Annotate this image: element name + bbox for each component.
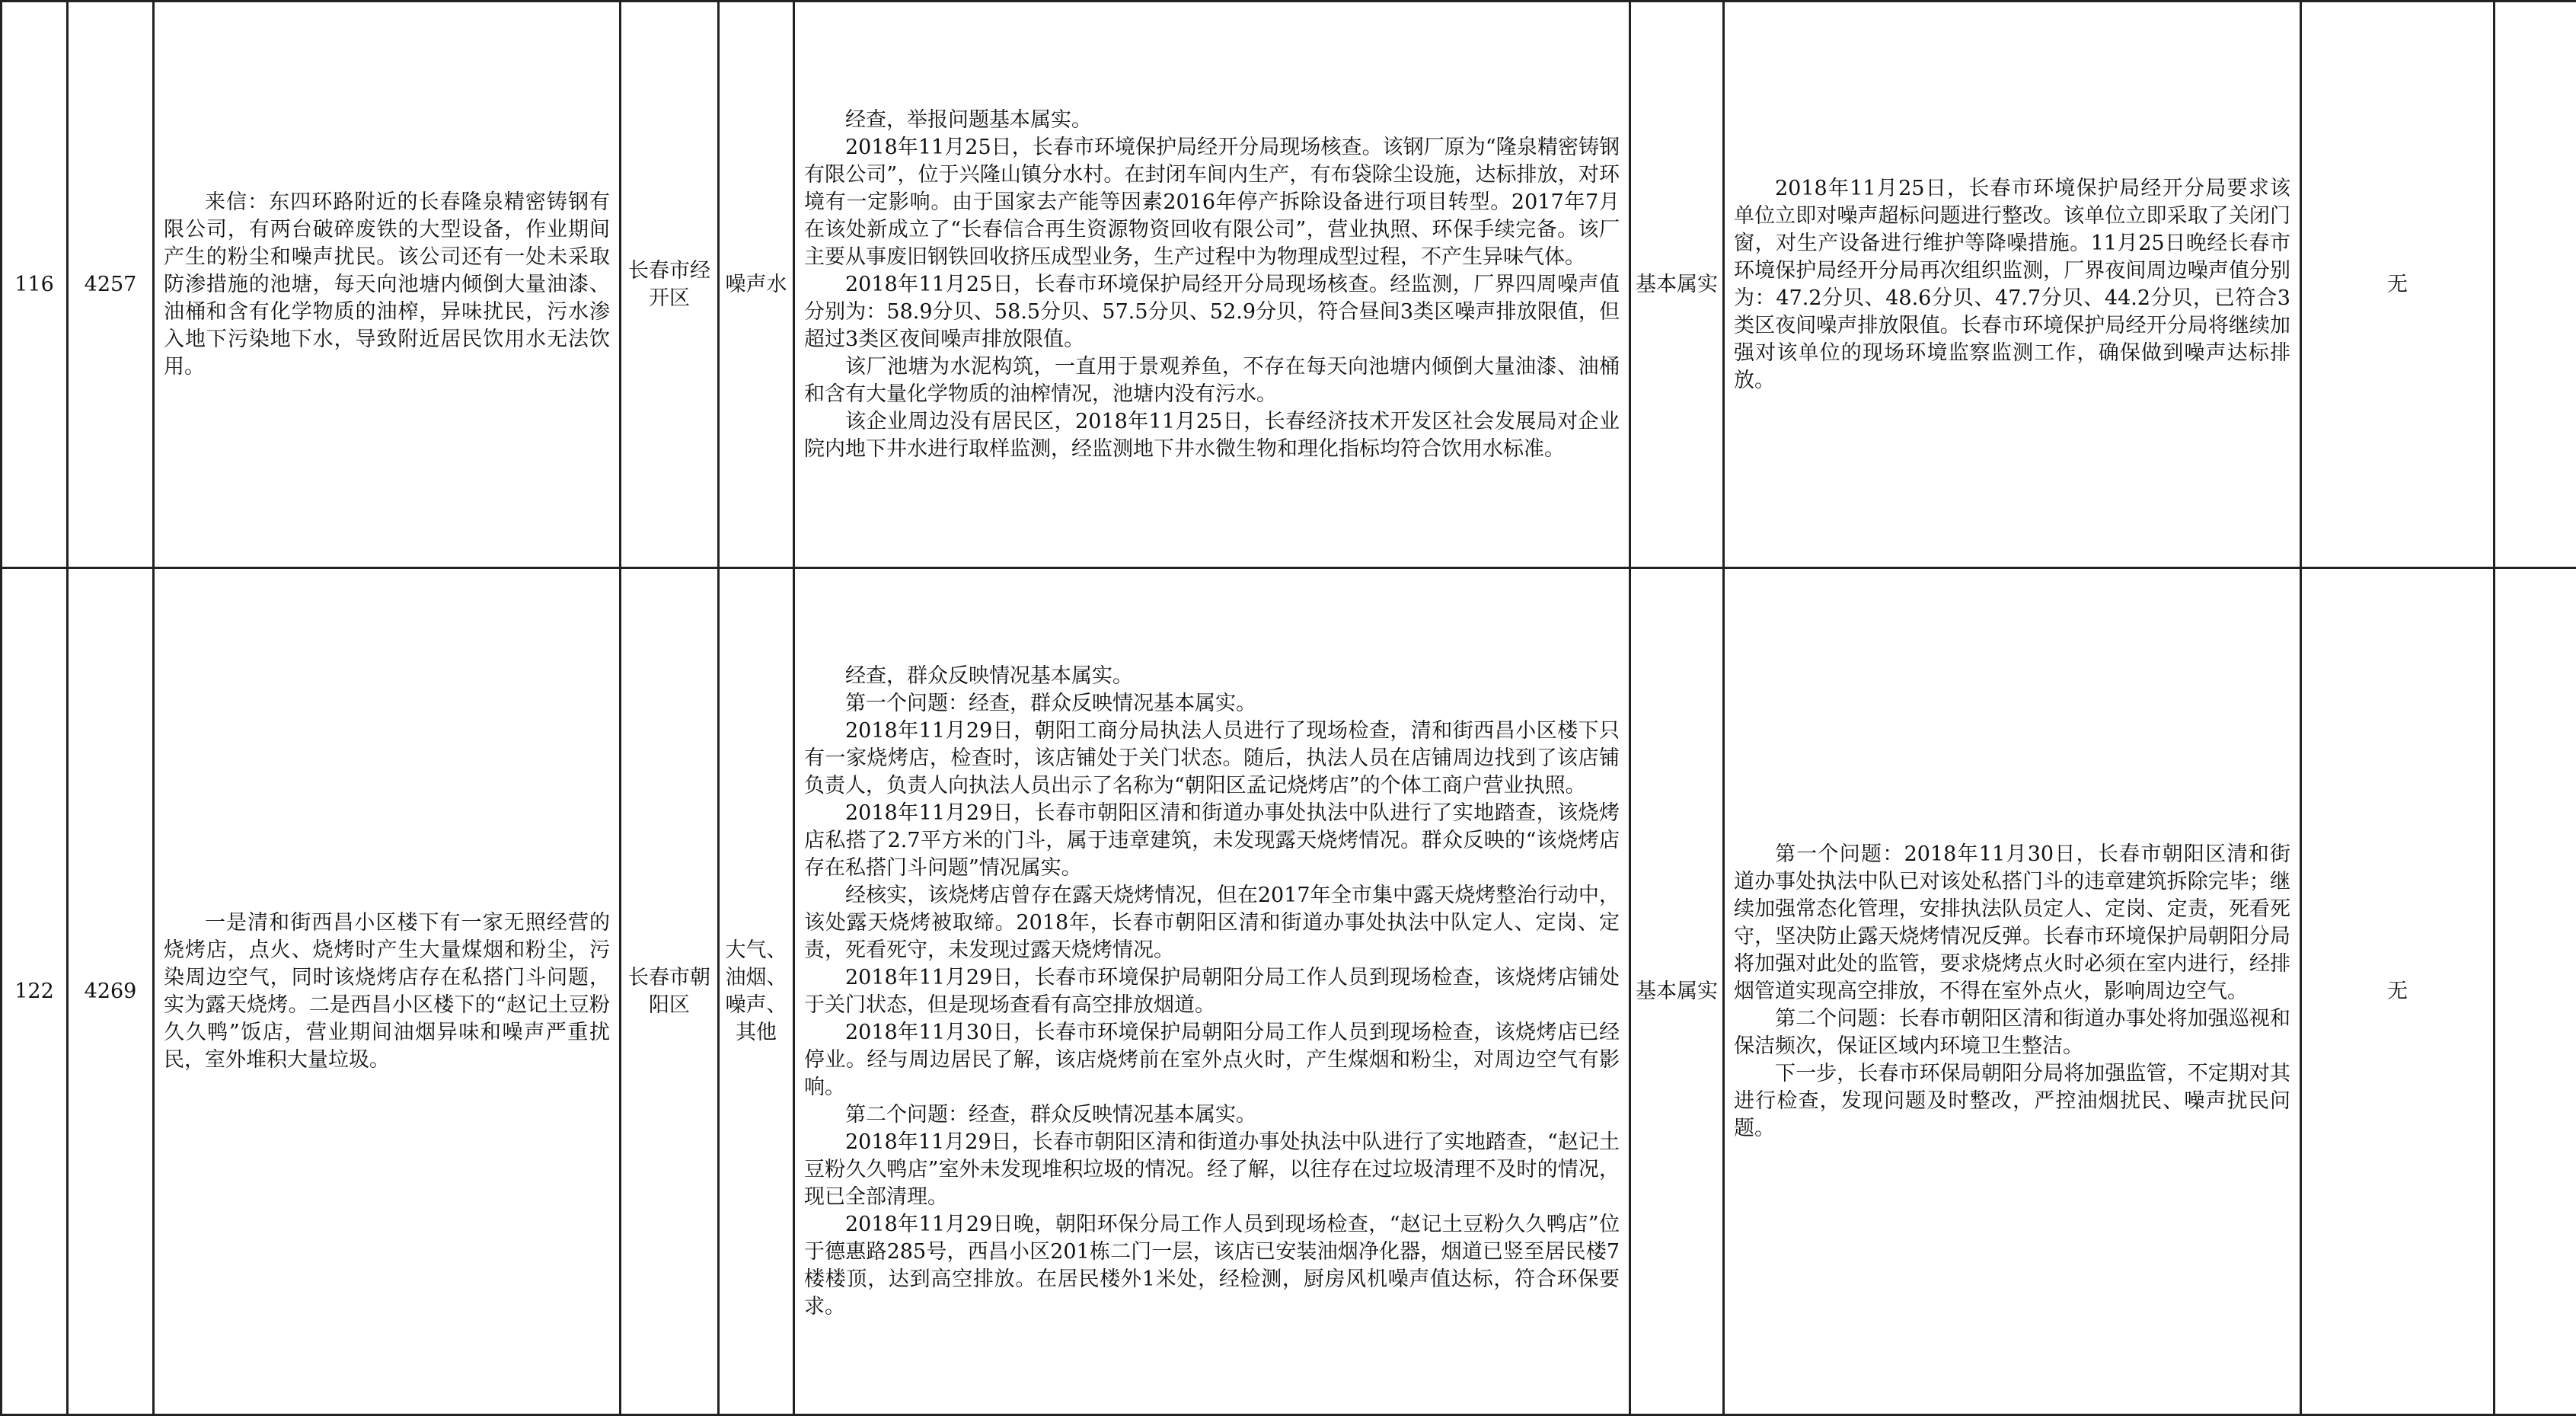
- rectification-paragraphs: [1734, 841, 2290, 1143]
- rectification-cell: [1724, 568, 2301, 1415]
- case-number-cell: [68, 568, 154, 1415]
- investigation-paragraphs: [804, 107, 1620, 463]
- investigation-paragraph: 经查，举报问题基本属实。: [804, 107, 1620, 134]
- pollution-type-text: 噪声水: [720, 271, 792, 299]
- accountability-cell: [2301, 2, 2495, 568]
- case-number: 4269: [85, 980, 137, 1003]
- investigation-paragraph: 该企业周边没有居民区，2018年11月25日，长春经济技术开发区社会发展局对企业院内地下井水进行取样监测，经监测地下井水微生物和理化指标均符合饮用水标准。: [804, 408, 1620, 463]
- investigation-cell: [794, 568, 1630, 1415]
- table-row: [2, 568, 2576, 1415]
- district-cell: [621, 568, 719, 1415]
- verdict-cell: [1630, 2, 1724, 568]
- accountability-text: 无: [2387, 273, 2408, 296]
- rectification-paragraphs: [1734, 175, 2290, 395]
- investigation-paragraph: 该厂池塘为水泥构筑，一直用于景观养鱼，不存在每天向池塘内倾倒大量油漆、油桶和含有大量化学物质的油榨情况，池塘内没有污水。: [804, 353, 1620, 408]
- complaint-cell: [154, 568, 621, 1415]
- complaint-cell: [154, 2, 621, 568]
- complaint-paragraph: 一是清和街西昌小区楼下有一家无照经营的烧烤店，点火、烧烤时产生大量煤烟和粉尘，污染周边空气，同时该烧烤店存在私搭门斗问题，实为露天烧烤。二是西昌小区楼下的“赵记土豆粉久久鸭”饭店，营业期间油烟异味和噪声严重扰民，室外堆积大量垃圾。: [164, 909, 610, 1074]
- investigation-paragraph: 第一个问题：经查，群众反映情况基本属实。: [804, 690, 1620, 718]
- pollution-type-cell: [719, 568, 794, 1415]
- rectification-paragraph: 2018年11月25日，长春市环境保护局经开分局要求该单位立即对噪声超标问题进行整改。该单位立即采取了关闭门窗，对生产设备进行维护等降噪措施。11月25日晚经长春市环境保护局经开分局再次组织监测，厂界夜间周边噪声值分别为：47.2分贝、48.6分贝、47.7分贝、44.2分贝，已符合3类区夜间噪声排放限值。长春市环境保护局经开分局将继续加强对该单位的现场环境监察监测工作，确保做到噪声达标排放。: [1734, 175, 2290, 395]
- verdict-text: 基本属实: [1632, 271, 1722, 299]
- investigation-cell: [794, 2, 1630, 568]
- investigation-paragraph: 经查，群众反映情况基本属实。: [804, 663, 1620, 690]
- complaint-paragraph: 来信：东四环路附近的长春隆泉精密铸钢有限公司，有两台破碎废铁的大型设备，作业期间产生的粉尘和噪声扰民。该公司还有一处未采取防渗措施的池塘，每天向池塘内倾倒大量油漆、油桶和含有化学物质的油榨，异味扰民，污水渗入地下污染地下水，导致附近居民饮用水无法饮用。: [164, 189, 610, 381]
- investigation-paragraph: 第二个问题：经查，群众反映情况基本属实。: [804, 1101, 1620, 1129]
- investigation-paragraph: 2018年11月29日，长春市环境保护局朝阳分局工作人员到现场检查，该烧烤店铺处于关门状态，但是现场查看有高空排放烟道。: [804, 964, 1620, 1019]
- district-cell: [621, 2, 719, 568]
- seq-number: 122: [14, 980, 54, 1003]
- verdict-cell: [1630, 568, 1724, 1415]
- rectification-paragraph: 第二个问题：长春市朝阳区清和街道办事处将加强巡视和保洁频次，保证区域内环境卫生整洁。: [1734, 1005, 2290, 1060]
- extra-cell: [2495, 2, 2576, 568]
- case-number-cell: [68, 2, 154, 568]
- extra-cell: [2495, 568, 2576, 1415]
- rectification-paragraph: 下一步，长春市环保局朝阳分局将加强监管，不定期对其进行检查，发现问题及时整改，严控油烟扰民、噪声扰民问题。: [1734, 1060, 2290, 1143]
- seq-cell: [2, 568, 68, 1415]
- investigation-paragraph: 2018年11月29日，长春市朝阳区清和街道办事处执法中队进行了实地踏查，该烧烤店私搭了2.7平方米的门斗，属于违章建筑，未发现露天烧烤情况。群众反映的“该烧烤店存在私搭门斗问题”情况属实。: [804, 800, 1620, 882]
- investigation-paragraph: 经核实，该烧烤店曾存在露天烧烤情况，但在2017年全市集中露天烧烤整治行动中，该处露天烧烤被取缔。2018年，长春市朝阳区清和街道办事处执法中队定人、定岗、定责，死看死守，未发现过露天烧烤情况。: [804, 882, 1620, 964]
- seq-cell: [2, 2, 68, 568]
- investigation-paragraph: 2018年11月30日，长春市环境保护局朝阳分局工作人员到现场检查，该烧烤店已经停业。经与周边居民了解，该店烧烤前在室外点火时，产生煤烟和粉尘，对周边空气有影响。: [804, 1019, 1620, 1101]
- district-text: 长春市朝阳区: [622, 964, 717, 1019]
- investigation-paragraph: 2018年11月29日，朝阳工商分局执法人员进行了现场检查，清和街西昌小区楼下只有一家烧烤店，检查时，该店铺处于关门状态。随后，执法人员在店铺周边找到了该店铺负责人，负责人向执法人员出示了名称为“朝阳区孟记烧烤店”的个体工商户营业执照。: [804, 718, 1620, 800]
- accountability-cell: [2301, 568, 2495, 1415]
- rectification-cell: [1724, 2, 2301, 568]
- seq-number: 116: [14, 273, 54, 296]
- pollution-type-cell: [719, 2, 794, 568]
- district-text: 长春市经开区: [622, 257, 717, 312]
- investigation-paragraphs: [804, 663, 1620, 1321]
- accountability-text: 无: [2387, 980, 2408, 1003]
- pollution-type-text: 大气、油烟、噪声、其他: [720, 937, 792, 1047]
- investigation-paragraph: 2018年11月25日，长春市环境保护局经开分局现场核查。该钢厂原为“隆泉精密铸钢有限公司”，位于兴隆山镇分水村。在封闭车间内生产，有布袋除尘设施，达标排放，对环境有一定影响。由于国家去产能等因素2016年停产拆除设备进行项目转型。2017年7月在该处新成立了“长春信合再生资源物资回收有限公司”，营业执照、环保手续完备。该厂主要从事废旧钢铁回收挤压成型业务，生产过程中为物理成型过程，不产生异味气体。: [804, 134, 1620, 271]
- investigation-paragraph: 2018年11月25日，长春市环境保护局经开分局现场核查。经监测，厂界四周噪声值分别为：58.9分贝、58.5分贝、57.5分贝、52.9分贝，符合昼间3类区噪声排放限值，但超过3类区夜间噪声排放限值。: [804, 271, 1620, 353]
- investigation-paragraph: 2018年11月29日，长春市朝阳区清和街道办事处执法中队进行了实地踏查，“赵记土豆粉久久鸭店”室外未发现堆积垃圾的情况。经了解，以往存在过垃圾清理不及时的情况，现已全部清理。: [804, 1129, 1620, 1211]
- case-number: 4257: [85, 273, 137, 296]
- table-row: [2, 2, 2576, 568]
- verdict-text: 基本属实: [1632, 978, 1722, 1005]
- investigation-paragraph: 2018年11月29日晚，朝阳环保分局工作人员到现场检查，“赵记土豆粉久久鸭店”位于德惠路285号，西昌小区201栋二门一层，该店已安装油烟净化器，烟道已竖至居民楼7楼楼顶，达到高空排放。在居民楼外1米处，经检测，厨房风机噪声值达标，符合环保要求。: [804, 1211, 1620, 1321]
- rectification-paragraph: 第一个问题：2018年11月30日，长春市朝阳区清和街道办事处执法中队已对该处私搭门斗的违章建筑拆除完毕；继续加强常态化管理，安排执法队员定人、定岗、定责，死看死守，坚决防止露天烧烤情况反弹。长春市环境保护局朝阳分局将加强对此处的监管，要求烧烤点火时必须在室内进行，经排烟管道实现高空排放，不得在室外点火，影响周边空气。: [1734, 841, 2290, 1005]
